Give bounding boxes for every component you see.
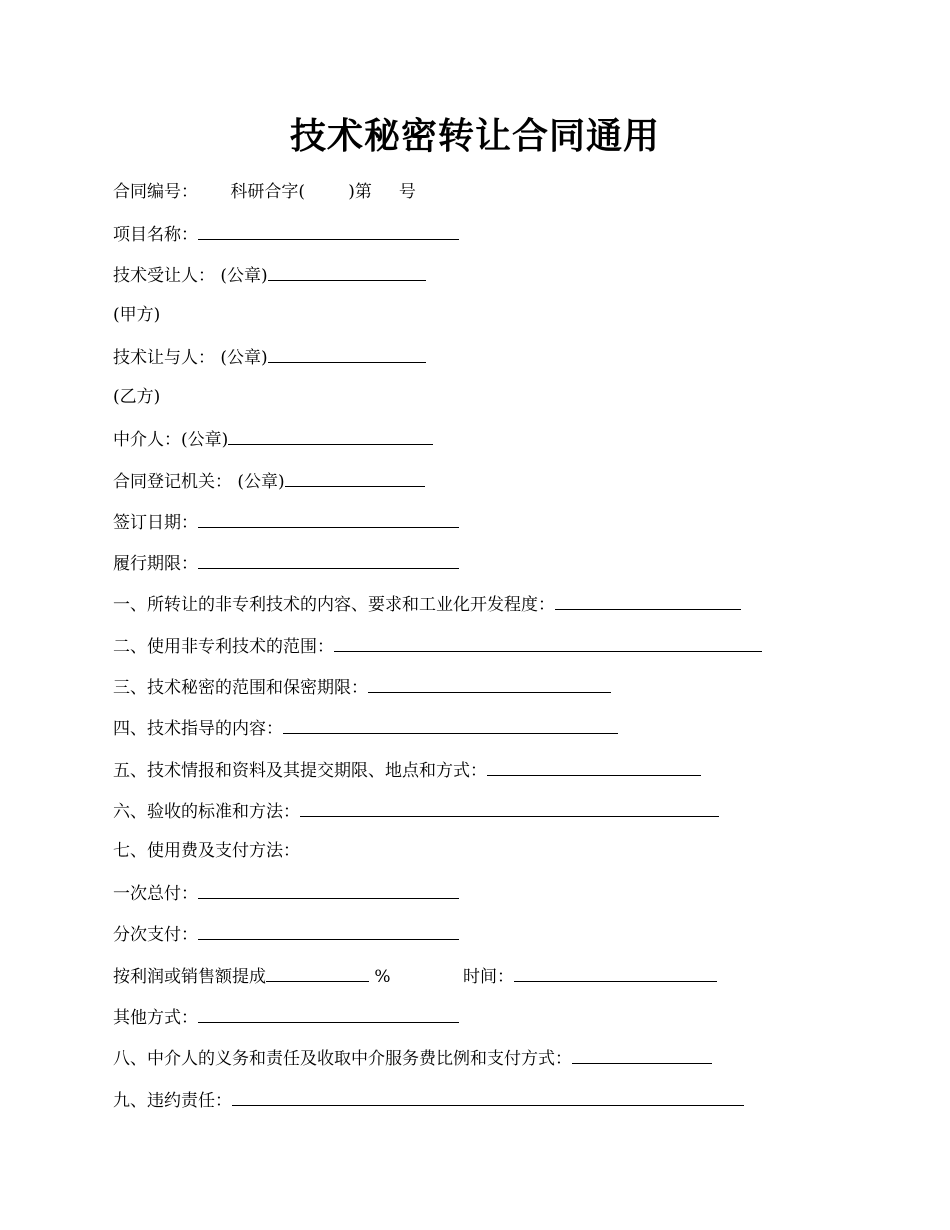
sign-date-label: 签订日期：	[113, 513, 198, 533]
clause-3-blank[interactable]	[368, 673, 611, 693]
lump-sum-label: 一次总付：	[113, 884, 198, 904]
clause-2-label: 二、使用非专利技术的范围：	[113, 637, 334, 657]
transferor-line	[113, 343, 426, 369]
installments-label: 分次支付：	[113, 925, 198, 945]
lump-sum-blank[interactable]	[198, 879, 459, 899]
registry-line	[113, 467, 425, 493]
clause-8-line	[113, 1044, 712, 1070]
royalty-line	[113, 962, 391, 988]
party-b-label: (乙方)	[113, 387, 161, 407]
sign-date-blank[interactable]	[198, 508, 459, 528]
intermediary-line	[113, 425, 433, 451]
document-title: 技术秘密转让合同通用	[289, 115, 660, 157]
transferor-blank[interactable]	[268, 343, 426, 363]
clause-1-blank[interactable]	[555, 590, 741, 610]
royalty-percent-sign: %	[369, 967, 391, 987]
term-line	[113, 549, 459, 575]
term-blank[interactable]	[198, 549, 459, 569]
transferee-line	[113, 261, 426, 287]
clause-3-label: 三、技术秘密的范围和保密期限：	[113, 678, 368, 698]
clause-5-label: 五、技术情报和资料及其提交期限、地点和方式：	[113, 761, 487, 781]
clause-6-line	[113, 797, 719, 823]
project-name-blank[interactable]	[198, 220, 459, 240]
other-method-blank[interactable]	[198, 1003, 459, 1023]
clause-7-label: 七、使用费及支付方法：	[113, 841, 300, 861]
lump-sum-line	[113, 879, 459, 905]
party-a-line	[113, 302, 160, 328]
contract-number-line	[113, 179, 416, 205]
party-a-label: (甲方)	[113, 305, 161, 325]
clause-8-label: 八、中介人的义务和责任及收取中介服务费比例和支付方式：	[113, 1049, 572, 1069]
contract-number-label: 合同编号： 科研合字( )第 号	[113, 182, 416, 202]
project-name-line	[113, 220, 459, 246]
clause-4-label: 四、技术指导的内容：	[113, 719, 283, 739]
clause-4-line	[113, 714, 618, 740]
clause-6-label: 六、验收的标准和方法：	[113, 802, 300, 822]
other-method-line	[113, 1003, 459, 1029]
transferor-label: 技术让与人： (公章)	[113, 348, 268, 368]
clause-1-label: 一、所转让的非专利技术的内容、要求和工业化开发程度：	[113, 595, 555, 615]
intermediary-blank[interactable]	[228, 425, 433, 445]
project-name-label: 项目名称：	[113, 225, 198, 245]
clause-9-line	[113, 1086, 744, 1112]
other-method-label: 其他方式：	[113, 1008, 198, 1028]
clause-9-blank[interactable]	[232, 1086, 744, 1106]
royalty-time-label: 时间：	[463, 967, 514, 987]
royalty-time-blank[interactable]	[514, 962, 717, 982]
clause-3-line	[113, 673, 611, 699]
clause-6-blank[interactable]	[300, 797, 719, 817]
clause-1-line	[113, 590, 741, 616]
intermediary-label: 中介人：(公章)	[113, 430, 229, 450]
clause-5-line	[113, 756, 701, 782]
clause-2-blank[interactable]	[334, 632, 762, 652]
registry-blank[interactable]	[285, 467, 425, 487]
royalty-label: 按利润或销售额提成	[113, 967, 266, 987]
installments-blank[interactable]	[198, 920, 459, 940]
installments-line	[113, 920, 459, 946]
clause-2-line	[113, 632, 762, 658]
royalty-percent-blank[interactable]	[266, 962, 369, 982]
clause-8-blank[interactable]	[572, 1044, 712, 1064]
clause-9-label: 九、违约责任：	[113, 1091, 232, 1111]
transferee-blank[interactable]	[268, 261, 426, 281]
transferee-label: 技术受让人： (公章)	[113, 266, 268, 286]
royalty-time-line	[463, 962, 717, 988]
sign-date-line	[113, 508, 459, 534]
clause-5-blank[interactable]	[487, 756, 701, 776]
term-label: 履行期限：	[113, 554, 198, 574]
registry-label: 合同登记机关： (公章)	[113, 472, 285, 492]
party-b-line	[113, 384, 160, 410]
clause-7-line	[113, 838, 300, 864]
clause-4-blank[interactable]	[283, 714, 618, 734]
